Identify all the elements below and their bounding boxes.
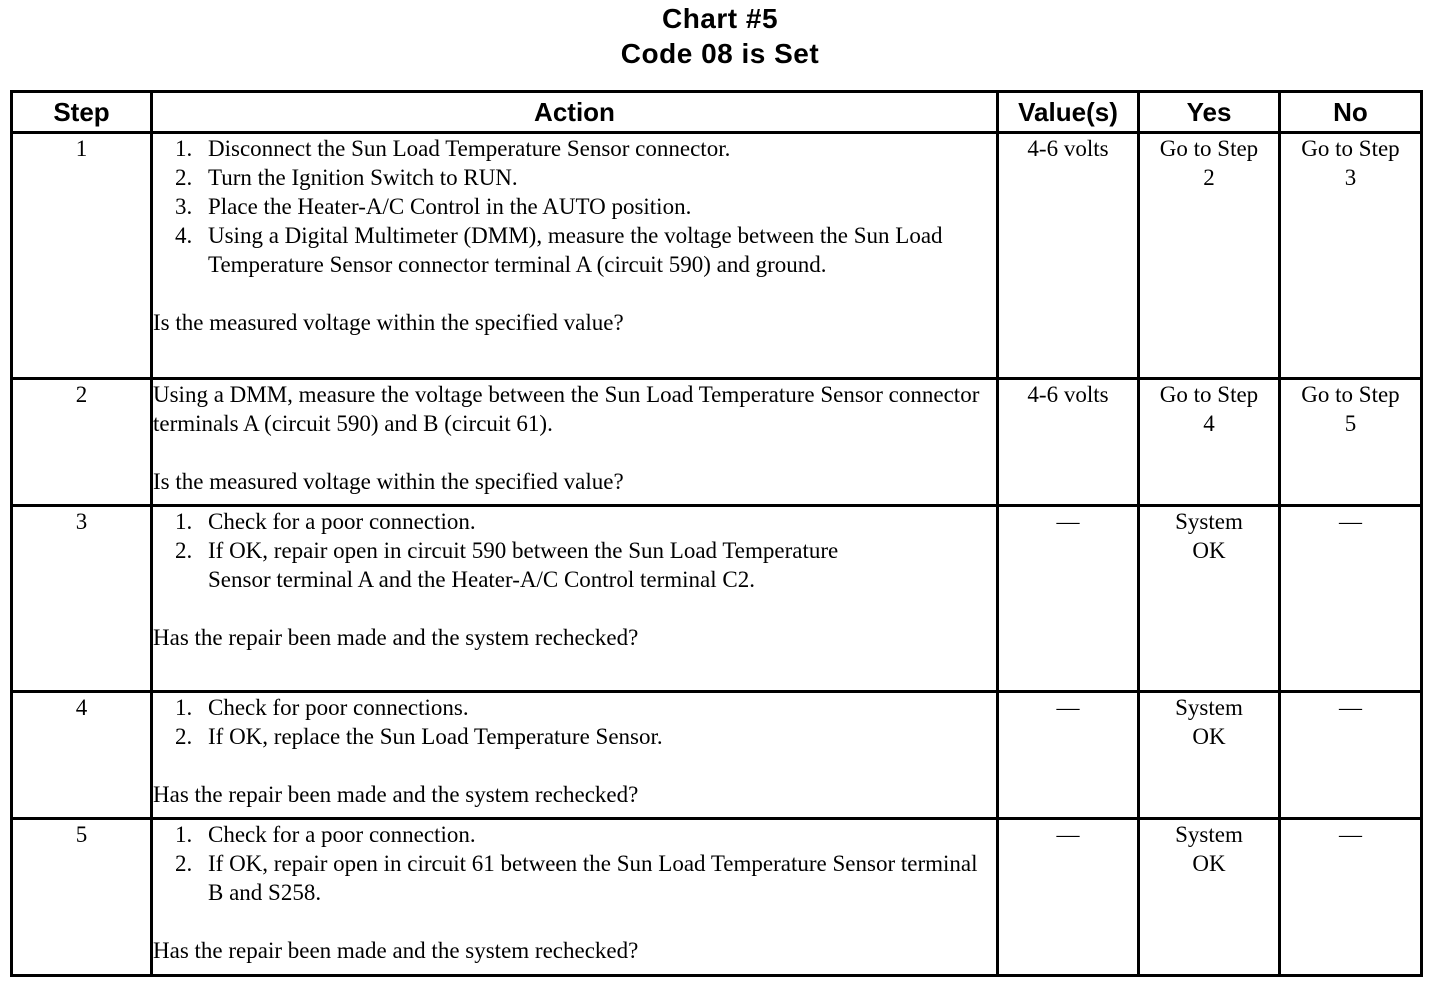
header-no: No xyxy=(1280,92,1422,133)
list-item-text: Check for poor connections. xyxy=(208,695,469,720)
header-yes: Yes xyxy=(1139,92,1280,133)
table-row-step-1 xyxy=(12,133,1422,379)
action-list xyxy=(153,693,996,751)
list-item-number: 2. xyxy=(175,538,193,563)
yes-line-1: Go to Step xyxy=(1159,136,1259,161)
yes-cell xyxy=(1139,692,1280,819)
list-item-number: 2. xyxy=(175,851,193,876)
value-cell: — xyxy=(998,692,1139,819)
list-item-text: If OK, replace the Sun Load Temperature Sensor. xyxy=(208,724,663,749)
value-cell: 4-6 volts xyxy=(998,379,1139,506)
list-item-number: 4. xyxy=(175,223,193,248)
list-item xyxy=(153,507,996,536)
table-row-step-3 xyxy=(12,506,1422,692)
table-row-step-5 xyxy=(12,819,1422,976)
list-item xyxy=(153,192,996,221)
question-text: Has the repair been made and the system rechecked? xyxy=(153,938,639,963)
list-item-number: 1. xyxy=(175,822,193,847)
yes-line-2: 4 xyxy=(1203,411,1215,436)
action-list xyxy=(153,820,996,907)
diagnostic-table xyxy=(10,90,1423,977)
yes-line-2: 2 xyxy=(1203,165,1215,190)
no-cell: — xyxy=(1280,692,1422,819)
yes-line-1: System xyxy=(1175,509,1243,534)
list-item-number: 2. xyxy=(175,724,193,749)
header-step: Step xyxy=(12,92,152,133)
list-item xyxy=(153,134,996,163)
list-item-number: 1. xyxy=(175,695,193,720)
question-text: Is the measured voltage within the specified value? xyxy=(153,310,624,335)
action-paragraph: Using a DMM, measure the voltage between the Sun Load Temperature Sensor connector terminals A (circuit 590) and B (circuit 61). xyxy=(153,382,980,436)
step-number: 3 xyxy=(12,506,152,692)
no-line-1: Go to Step xyxy=(1301,382,1400,407)
question-text: Has the repair been made and the system rechecked? xyxy=(153,625,639,650)
list-item-text: Disconnect the Sun Load Temperature Sensor connector. xyxy=(208,136,731,161)
header-values: Value(s) xyxy=(998,92,1139,133)
list-item xyxy=(153,693,996,722)
table-row-step-4 xyxy=(12,692,1422,819)
list-item-text: Check for a poor connection. xyxy=(208,822,476,847)
list-item-number: 2. xyxy=(175,165,193,190)
list-item-number: 3. xyxy=(175,194,193,219)
value-cell: — xyxy=(998,819,1139,976)
list-item xyxy=(153,163,996,192)
header-action: Action xyxy=(152,92,998,133)
step-number: 5 xyxy=(12,819,152,976)
list-item-number: 1. xyxy=(175,509,193,534)
yes-line-1: System xyxy=(1175,695,1243,720)
step-number: 2 xyxy=(12,379,152,506)
yes-line-2: OK xyxy=(1192,538,1226,563)
no-cell xyxy=(1280,379,1422,506)
list-item-text: Turn the Ignition Switch to RUN. xyxy=(208,165,518,190)
yes-line-1: System xyxy=(1175,822,1243,847)
list-item xyxy=(153,221,996,279)
value-cell: — xyxy=(998,506,1139,692)
action-cell xyxy=(152,692,998,819)
list-item-text: Check for a poor connection. xyxy=(208,509,476,534)
header-row xyxy=(12,92,1422,133)
list-item xyxy=(153,849,996,907)
value-cell: 4-6 volts xyxy=(998,133,1139,379)
no-cell: — xyxy=(1280,819,1422,976)
list-item xyxy=(153,722,996,751)
chart-subtitle: Code 08 is Set xyxy=(620,38,820,69)
list-item xyxy=(153,820,996,849)
no-cell: — xyxy=(1280,506,1422,692)
yes-cell xyxy=(1139,819,1280,976)
list-item-number: 1. xyxy=(175,136,193,161)
list-item-text: If OK, repair open in circuit 61 between the Sun Load Temperature Sensor terminal B and S258. xyxy=(208,851,978,905)
table-row-step-2 xyxy=(12,379,1422,506)
yes-cell xyxy=(1139,506,1280,692)
question-text: Has the repair been made and the system rechecked? xyxy=(153,782,639,807)
yes-line-2: OK xyxy=(1192,851,1226,876)
chart-title: Chart #5 xyxy=(661,3,779,34)
action-cell xyxy=(152,506,998,692)
step-number: 4 xyxy=(12,692,152,819)
question-text: Is the measured voltage within the specified value? xyxy=(153,469,624,494)
step-number: 1 xyxy=(12,133,152,379)
action-list xyxy=(153,507,996,594)
no-line-2: 5 xyxy=(1344,411,1357,436)
no-line-1: Go to Step xyxy=(1301,136,1400,161)
yes-cell xyxy=(1139,133,1280,379)
action-list xyxy=(153,134,996,279)
action-cell xyxy=(152,819,998,976)
list-item-text: Place the Heater-A/C Control in the AUTO position. xyxy=(208,194,692,219)
yes-cell xyxy=(1139,379,1280,506)
list-item xyxy=(153,536,996,594)
action-cell xyxy=(152,379,998,506)
yes-line-1: Go to Step xyxy=(1159,382,1259,407)
list-item-text: If OK, repair open in circuit 590 between the Sun Load Temperature Sensor terminal A and the Heater-A/C Control terminal C2. xyxy=(208,538,839,592)
list-item-text: Using a Digital Multimeter (DMM), measure the voltage between the Sun Load Temperature Sensor connector terminal A (circuit 590) and ground. xyxy=(208,223,943,277)
action-cell xyxy=(152,133,998,379)
yes-line-2: OK xyxy=(1192,724,1226,749)
no-line-2: 3 xyxy=(1344,165,1357,190)
no-cell xyxy=(1280,133,1422,379)
